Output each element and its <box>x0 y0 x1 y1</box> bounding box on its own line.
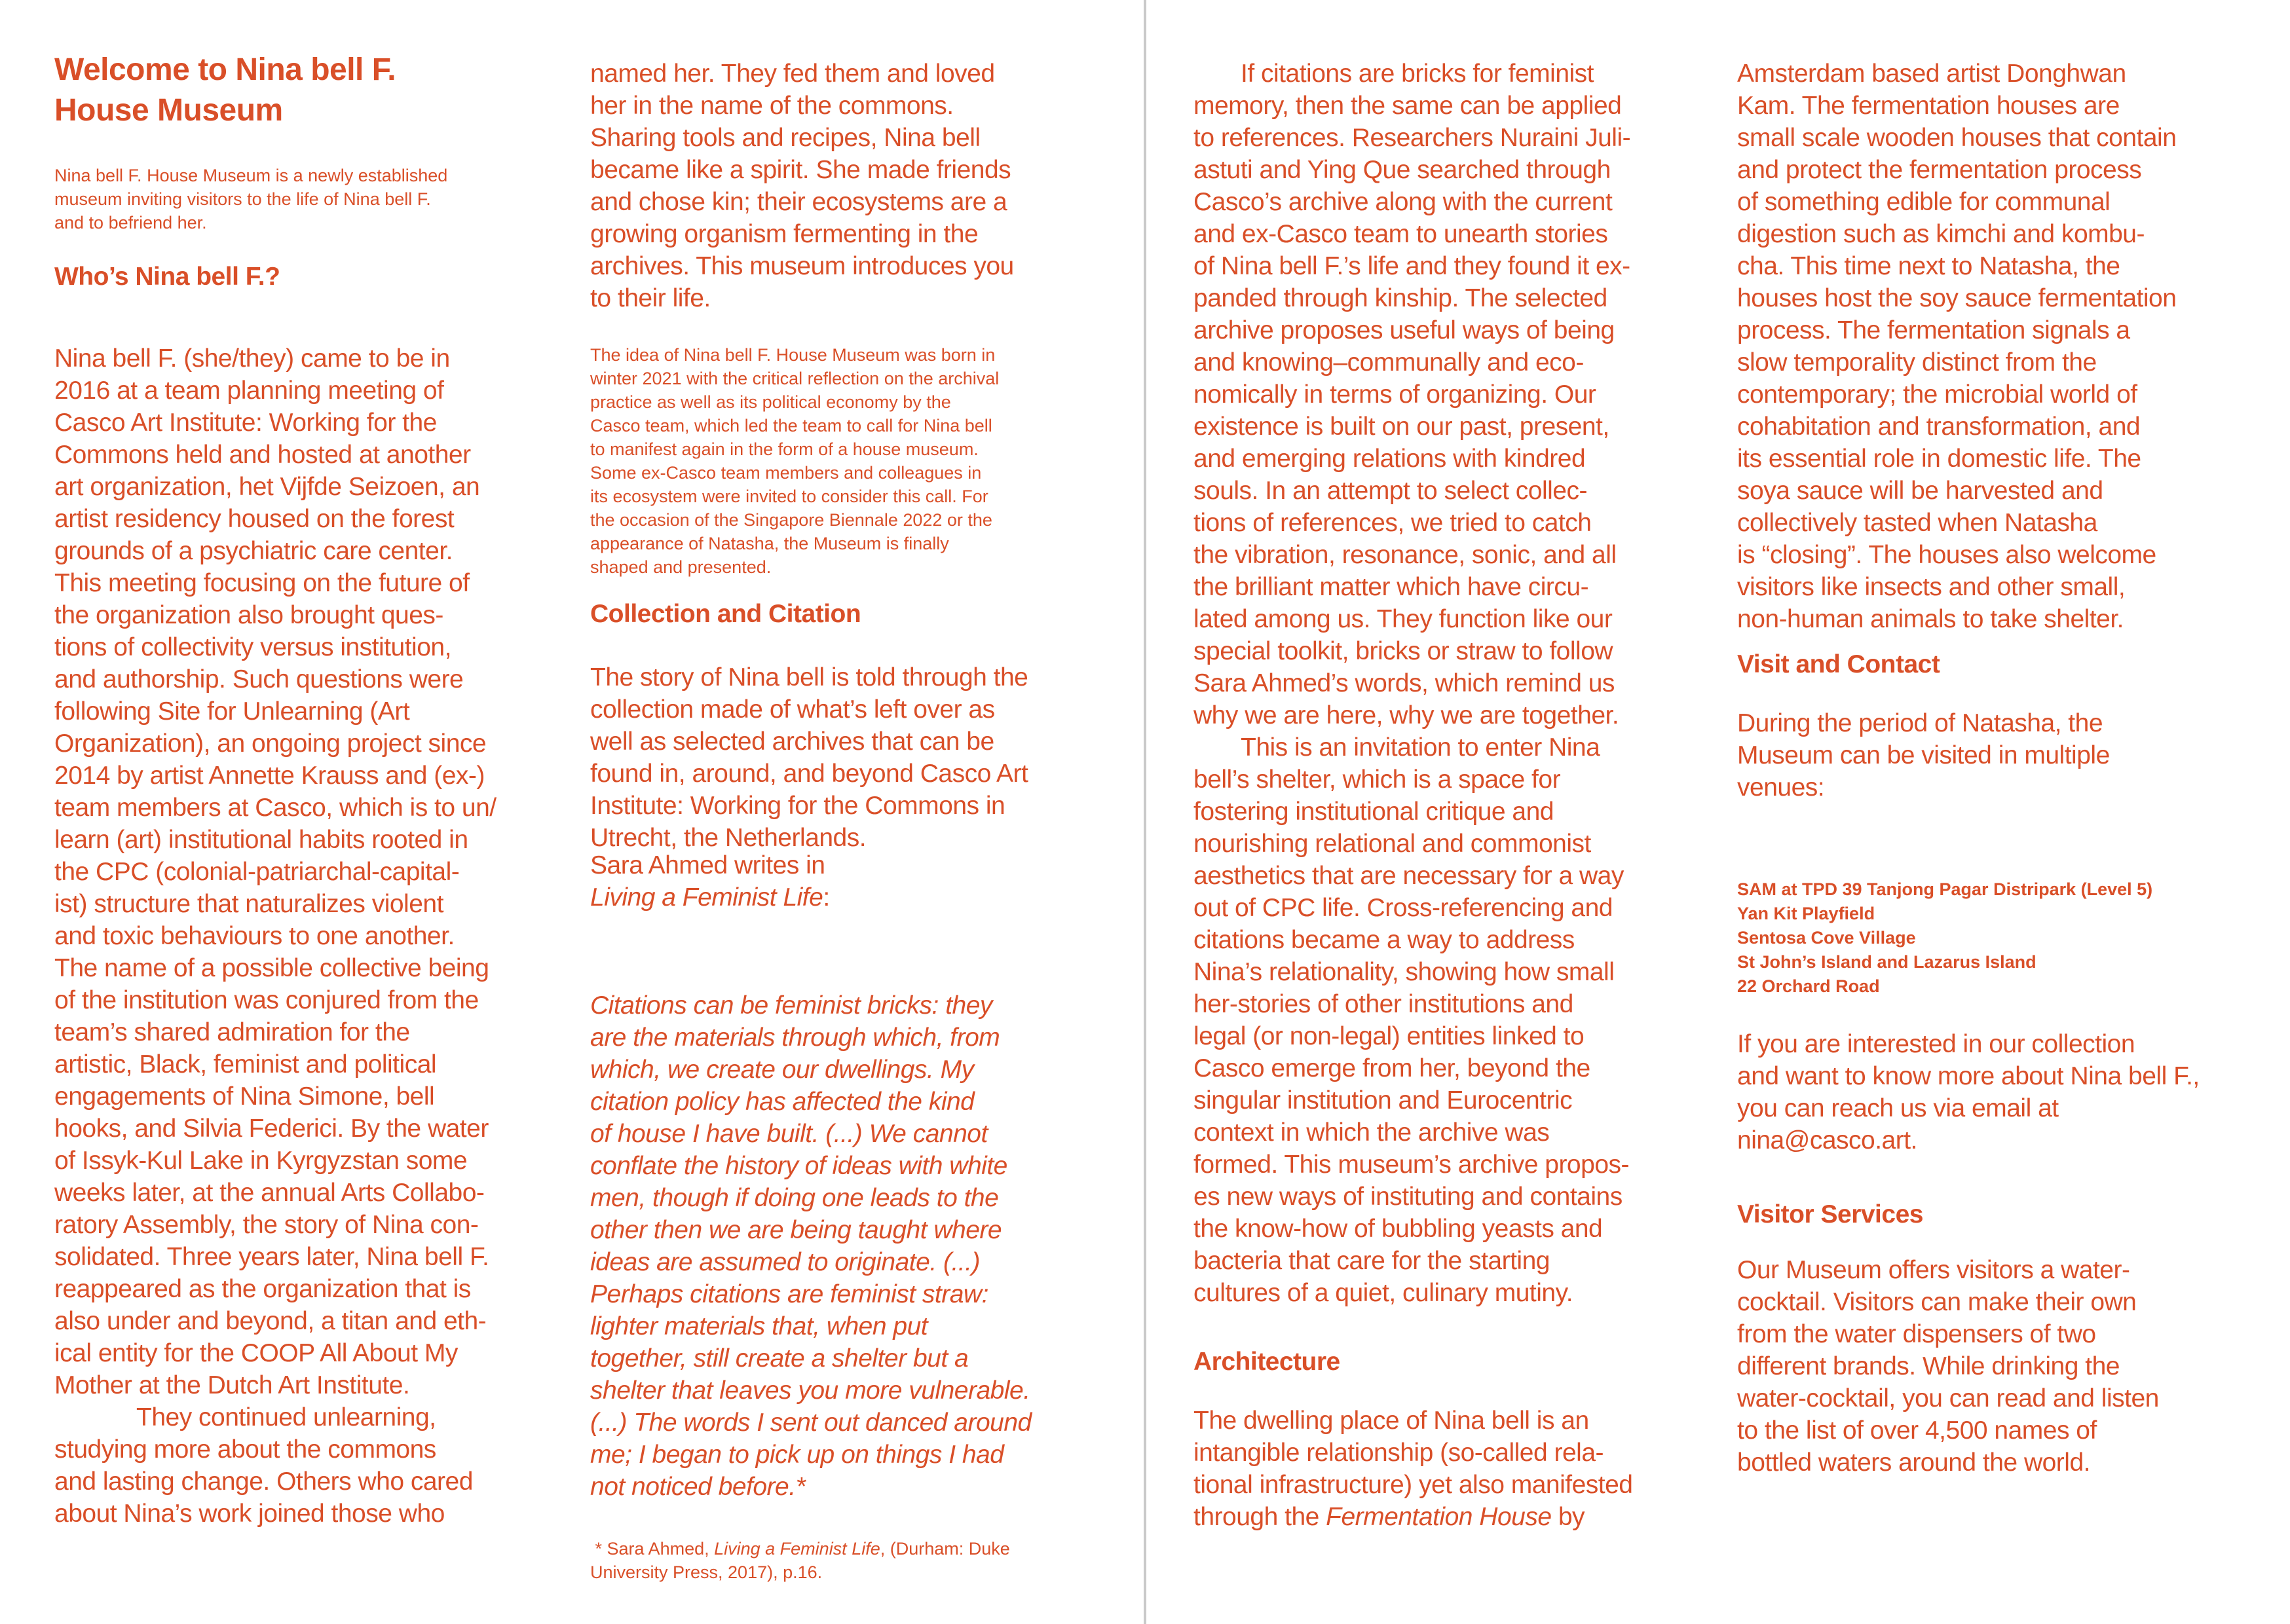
text-line: House Museum <box>54 93 283 128</box>
text-line: of Issyk-Kul Lake in Kyrgyzstan some <box>54 1147 468 1175</box>
text-line: her-stories of other institutions and <box>1193 990 1573 1018</box>
body-paragraph <box>590 661 1134 854</box>
text-line <box>1193 1501 1737 1533</box>
body-paragraph <box>54 1401 598 1530</box>
text-line: appearance of Natasha, the Museum is finally <box>590 534 949 553</box>
text-line: museum inviting visitors to the life of Nina bell F. <box>54 189 431 209</box>
text-line: existence is built on our past, present, <box>1193 413 1609 441</box>
text-line: Casco emerge from her, beyond the <box>1193 1054 1590 1082</box>
text-line: art organization, het Vijfde Seizoen, an <box>54 473 480 501</box>
text-line: and protect the fermentation process <box>1737 156 2142 184</box>
text-line: archive proposes useful ways of being <box>1193 316 1615 344</box>
text-line: and emerging relations with kindred <box>1193 445 1586 473</box>
text-line: Sentosa Cove Village <box>1737 928 1916 948</box>
text-line: of something edible for communal <box>1737 188 2111 216</box>
text-line: studying more about the commons <box>54 1435 436 1464</box>
text-line: astuti and Ying Que searched through <box>1193 156 1611 184</box>
text-line: If citations are bricks for feminist <box>1241 60 1594 88</box>
text-line: fostering institutional critique and <box>1193 798 1554 826</box>
text-line: Citations can be feminist bricks: they <box>590 991 992 1020</box>
text-line: why we are here, why we are together. <box>1193 701 1619 729</box>
text-line: conflate the history of ideas with white <box>590 1152 1007 1180</box>
text-line: well as selected archives that can be <box>590 728 994 756</box>
body-paragraph <box>1193 1405 1737 1533</box>
text-line: its essential role in domestic life. The <box>1737 445 2141 473</box>
contact-paragraph <box>1737 1028 2281 1156</box>
text-line: Sharing tools and recipes, Nina bell <box>590 124 981 152</box>
venue-list <box>1737 877 2281 999</box>
text-line: cha. This time next to Natasha, the <box>1737 252 2120 280</box>
text-line: 22 Orchard Road <box>1737 976 1880 996</box>
text-segment: : <box>823 883 830 912</box>
text-line: aesthetics that are necessary for a way <box>1193 862 1624 890</box>
text-line: small scale wooden houses that contain <box>1737 124 2177 152</box>
text-line: grounds of a psychiatric care center. <box>54 537 453 565</box>
text-line: es new ways of instituting and contains <box>1193 1183 1623 1211</box>
text-line: to their life. <box>590 284 711 312</box>
text-line: out of CPC life. Cross-referencing and <box>1193 894 1613 922</box>
text-line: The idea of Nina bell F. House Museum was born in <box>590 345 996 365</box>
text-line: process. The fermentation signals a <box>1737 316 2130 344</box>
text-line: slow temporality distinct from the <box>1737 348 2097 377</box>
text-line: bell’s shelter, which is a space for <box>1193 766 1561 794</box>
text-line: tions of references, we tried to catch <box>1193 509 1592 537</box>
text-line: collectively tasted when Natasha <box>1737 509 2097 537</box>
text-line: the know-how of bubbling yeasts and <box>1193 1215 1603 1243</box>
column-3 <box>1193 0 1737 1624</box>
text-line: The name of a possible collective being <box>54 954 489 982</box>
text-line: Sara Ahmed’s words, which remind us <box>1193 669 1615 697</box>
text-line: to manifest again in the form of a house museum. <box>590 439 979 459</box>
text-line: Nina bell F. House Museum is a newly established <box>54 166 448 185</box>
text-line: team’s shared admiration for the <box>54 1018 410 1046</box>
text-line: lated among us. They function like our <box>1193 605 1613 633</box>
text-line: lighter materials that, when put <box>590 1312 928 1340</box>
text-line <box>590 881 1134 913</box>
text-line: also under and beyond, a titan and eth- <box>54 1307 487 1335</box>
section-heading-collection-citation: Collection and Citation <box>590 600 861 628</box>
text-line: Nina bell F. (she/they) came to be in <box>54 344 450 373</box>
text-line: If you are interested in our collection <box>1737 1030 2135 1058</box>
body-paragraph <box>1193 731 1737 1309</box>
text-line: The story of Nina bell is told through the <box>590 663 1028 692</box>
text-line: and toxic behaviours to one another. <box>54 922 455 950</box>
text-line: (...) The words I sent out danced around <box>590 1409 1032 1437</box>
text-line: Casco Art Institute: Working for the <box>54 409 437 437</box>
text-line: reappeared as the organization that is <box>54 1275 471 1303</box>
text-line: and to befriend her. <box>54 213 207 232</box>
text-line: learn (art) institutional habits rooted in <box>54 826 468 854</box>
text-line: Our Museum offers visitors a water- <box>1737 1256 2130 1284</box>
note-paragraph <box>590 343 1134 579</box>
body-paragraph <box>54 342 598 1401</box>
text-line: winter 2021 with the critical reflection on the archival <box>590 369 1000 388</box>
text-line: artist residency housed on the forest <box>54 505 455 533</box>
italic-text-segment: Living a Feminist Life <box>714 1539 880 1559</box>
text-line: Nina’s relationality, showing how small <box>1193 958 1615 986</box>
text-line: Institute: Working for the Commons in <box>590 792 1005 820</box>
text-line: venues: <box>1737 773 1825 802</box>
page-title <box>54 50 598 131</box>
text-line: houses host the soy sauce fermentation <box>1737 284 2177 312</box>
text-line: cohabitation and transformation, and <box>1737 413 2141 441</box>
text-line: cultures of a quiet, culinary mutiny. <box>1193 1279 1573 1307</box>
text-line: Perhaps citations are feminist straw: <box>590 1280 988 1308</box>
text-line: engagements of Nina Simone, bell <box>54 1082 435 1111</box>
text-line: the brilliant matter which have circu- <box>1193 573 1589 601</box>
text-line: Commons held and hosted at another <box>54 441 471 469</box>
text-line: singular institution and Eurocentric <box>1193 1086 1573 1115</box>
text-line: bottled waters around the world. <box>1737 1449 2090 1477</box>
column-2 <box>590 0 1134 1624</box>
text-line: Kam. The fermentation houses are <box>1737 92 2120 120</box>
text-line: ist) structure that naturalizes violent <box>54 890 443 918</box>
text-line: nomically in terms of organizing. Our <box>1193 380 1596 409</box>
text-line: shaped and presented. <box>590 557 772 577</box>
text-line: Casco’s archive along with the current <box>1193 188 1613 216</box>
text-line: nina@casco.art. <box>1737 1126 1917 1154</box>
text-line: nourishing relational and commonist <box>1193 830 1591 858</box>
text-line: Utrecht, the Netherlands. <box>590 824 867 852</box>
text-line: souls. In an attempt to select collec- <box>1193 477 1587 505</box>
text-line: which, we create our dwellings. My <box>590 1056 974 1084</box>
text-line: context in which the archive was <box>1193 1118 1550 1147</box>
text-line: are the materials through which, from <box>590 1024 1000 1052</box>
text-line: Yan Kit Playfield <box>1737 904 1875 923</box>
text-line: team members at Casco, which is to un/ <box>54 794 497 822</box>
text-line: named her. They fed them and loved <box>590 60 995 88</box>
column-4 <box>1737 0 2281 1624</box>
text-line: the occasion of the Singapore Biennale 2022 or the <box>590 510 992 530</box>
text-line: legal (or non-legal) entities linked to <box>1193 1022 1585 1050</box>
text-line: the organization also brought ques- <box>54 601 443 629</box>
pull-quote <box>590 989 1134 1503</box>
text-line: not noticed before.* <box>590 1473 806 1501</box>
text-line: and want to know more about Nina bell F., <box>1737 1062 2200 1090</box>
text-line: to the list of over 4,500 names of <box>1737 1416 2097 1445</box>
text-line: the vibration, resonance, sonic, and all <box>1193 541 1617 569</box>
footnote <box>590 1537 1134 1584</box>
text-line: became like a spirit. She made friends <box>590 156 1011 184</box>
text-line <box>590 1537 1134 1560</box>
text-line: growing organism fermenting in the <box>590 220 979 248</box>
text-line: other then we are being taught where <box>590 1216 1002 1244</box>
text-line: visitors like insects and other small, <box>1737 573 2126 601</box>
body-paragraph <box>1737 707 2281 803</box>
text-line: of the institution was conjured from the <box>54 986 479 1014</box>
text-line: Organization), an ongoing project since <box>54 729 487 758</box>
text-line: and knowing–communally and eco- <box>1193 348 1584 377</box>
section-heading-whos-nina-bell: Who’s Nina bell F.? <box>54 263 280 291</box>
text-line: archives. This museum introduces you <box>590 252 1014 280</box>
text-line: the CPC (colonial-patriarchal-capital- <box>54 858 460 886</box>
text-line: following Site for Unlearning (Art <box>54 697 410 726</box>
text-line: memory, then the same can be applied <box>1193 92 1622 120</box>
text-line: SAM at TPD 39 Tanjong Pagar Distripark (Level 5) <box>1737 879 2153 899</box>
text-line: 2014 by artist Annette Krauss and (ex-) <box>54 762 485 790</box>
text-line: digestion such as kimchi and kombu- <box>1737 220 2145 248</box>
text-line: and ex-Casco team to unearth stories <box>1193 220 1608 248</box>
text-line: weeks later, at the annual Arts Collabo- <box>54 1179 485 1207</box>
text-line: soya sauce will be harvested and <box>1737 477 2103 505</box>
text-line: to references. Researchers Nuraini Juli- <box>1193 124 1631 152</box>
text-line: Casco team, which led the team to call for Nina bell <box>590 416 992 435</box>
text-line: This meeting focusing on the future of <box>54 569 470 597</box>
text-line: water-cocktail, you can read and listen <box>1737 1384 2159 1412</box>
text-line: its ecosystem were invited to consider this call. For <box>590 487 988 506</box>
text-line: The dwelling place of Nina bell is an <box>1193 1407 1589 1435</box>
text-line: men, though if doing one leads to the <box>590 1184 999 1212</box>
text-line: is “closing”. The houses also welcome <box>1737 541 2156 569</box>
body-paragraph <box>1737 58 2281 635</box>
text-line: ical entity for the COOP All About My <box>54 1339 458 1367</box>
text-line: Welcome to Nina bell F. <box>54 52 396 87</box>
text-line: St John’s Island and Lazarus Island <box>1737 952 2037 972</box>
column-1 <box>54 0 598 1624</box>
text-line: collection made of what’s left over as <box>590 695 995 724</box>
text-line: and lasting change. Others who cared <box>54 1467 473 1496</box>
text-line: tions of collectivity versus institution, <box>54 633 451 661</box>
quote-leadin <box>590 849 1134 913</box>
text-line: During the period of Natasha, the <box>1737 709 2103 737</box>
text-line: solidated. Three years later, Nina bell F. <box>54 1243 489 1271</box>
text-line: Mother at the Dutch Art Institute. <box>54 1371 410 1399</box>
text-line: of Nina bell F.’s life and they found it ex- <box>1193 252 1630 280</box>
text-line: citations became a way to address <box>1193 926 1575 954</box>
text-line: ideas are assumed to originate. (...) <box>590 1248 980 1276</box>
body-paragraph <box>1737 1254 2281 1479</box>
text-line: me; I began to pick up on things I had <box>590 1441 1004 1469</box>
text-line: Some ex-Casco team members and colleagues in <box>590 463 982 483</box>
text-line: panded through kinship. The selected <box>1193 284 1607 312</box>
text-line: cocktail. Visitors can make their own <box>1737 1288 2137 1316</box>
text-line: and authorship. Such questions were <box>54 665 464 693</box>
text-line: together, still create a shelter but a <box>590 1344 969 1373</box>
text-segment: by <box>1551 1503 1585 1531</box>
text-line: Amsterdam based artist Donghwan <box>1737 60 2126 88</box>
text-line: This is an invitation to enter Nina <box>1241 733 1600 762</box>
text-line: found in, around, and beyond Casco Art <box>590 760 1028 788</box>
text-line: special toolkit, bricks or straw to follow <box>1193 637 1613 665</box>
text-line: her in the name of the commons. <box>590 92 954 120</box>
text-line: you can reach us via email at <box>1737 1094 2059 1122</box>
section-heading-visitor-services: Visitor Services <box>1737 1200 1923 1228</box>
text-line: Sara Ahmed writes in <box>590 851 825 879</box>
text-line: intangible relationship (so-called rela- <box>1193 1439 1604 1467</box>
text-segment: through the <box>1193 1503 1326 1531</box>
italic-text-segment: Living a Feminist Life <box>590 883 823 912</box>
text-line: artistic, Black, feminist and political <box>54 1050 437 1079</box>
text-line: ratory Assembly, the story of Nina con- <box>54 1211 479 1239</box>
text-line: contemporary; the microbial world of <box>1737 380 2137 409</box>
text-segment: * Sara Ahmed, <box>590 1539 715 1559</box>
body-paragraph <box>1193 58 1737 731</box>
text-line: practice as well as its political economy by the <box>590 392 951 412</box>
text-line: citation policy has affected the kind <box>590 1088 975 1116</box>
text-line: Museum can be visited in multiple <box>1737 741 2110 769</box>
text-line: formed. This museum’s archive propos- <box>1193 1151 1629 1179</box>
text-segment: , (Durham: Duke <box>880 1539 1010 1559</box>
text-line: shelter that leaves you more vulnerable. <box>590 1376 1030 1405</box>
text-line: hooks, and Silvia Federici. By the water <box>54 1115 489 1143</box>
text-line: 2016 at a team planning meeting of <box>54 377 444 405</box>
page-fold-divider <box>1144 0 1146 1624</box>
body-paragraph <box>590 58 1134 314</box>
text-line: tional infrastructure) yet also manifested <box>1193 1471 1633 1499</box>
section-heading-visit-contact: Visit and Contact <box>1737 650 1940 678</box>
text-line: of house I have built. (...) We cannot <box>590 1120 988 1148</box>
text-line: bacteria that care for the starting <box>1193 1247 1550 1275</box>
text-line: about Nina’s work joined those who <box>54 1500 445 1528</box>
text-line: different brands. While drinking the <box>1737 1352 2120 1380</box>
italic-text-segment: Fermentation House <box>1326 1503 1552 1531</box>
text-line: from the water dispensers of two <box>1737 1320 2096 1348</box>
text-line: University Press, 2017), p.16. <box>590 1562 823 1582</box>
text-line: non-human animals to take shelter. <box>1737 605 2124 633</box>
intro-text <box>54 164 598 234</box>
text-line: They continued unlearning, <box>136 1403 436 1431</box>
text-line: and chose kin; their ecosystems are a <box>590 188 1007 216</box>
section-heading-architecture: Architecture <box>1193 1348 1340 1376</box>
